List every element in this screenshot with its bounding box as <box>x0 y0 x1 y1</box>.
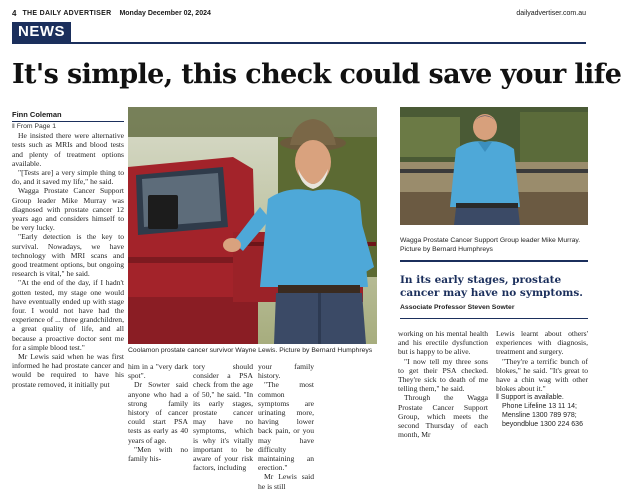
page-number: 4 <box>12 8 17 18</box>
caption-main: Coolamon prostate cancer survivor Wayne Lewis. Picture by Bernard Humphreys <box>128 347 373 354</box>
site-url[interactable]: dailyadvertiser.com.au <box>516 9 586 17</box>
pullquote-rule-bottom <box>400 318 588 319</box>
paragraph: "Early detection is the key to survival. Nowadays, we have technology with MRI scans and good treatment options, but ongoing research is vital," he said. <box>12 232 124 279</box>
issue-date: Monday December 02, 2024 <box>119 9 211 17</box>
from-page-text: From Page 1 <box>16 123 56 130</box>
paragraph: Dr Sowter said anyone who had a strong family history of cancer could start PSA tests as early as 40 years of age. <box>128 380 188 445</box>
paragraph: Mr Lewis said he is still <box>258 472 314 491</box>
paragraph: "At the end of the day, if I hadn't gotten tested, my stage one would have eventually ended up with stage four. I would not have had the experience of ... three grandchildren, a great quality of life, and all because a proactive doctor sent me for a simple blood test." <box>12 278 124 352</box>
headline: It's simple, this check could save your life <box>12 59 621 90</box>
article-column-5 <box>398 329 488 440</box>
support-line: Mensline 1300 789 978; <box>502 412 577 420</box>
paragraph: working on his mental health and his erectile dysfunction but is happy to be alive. <box>398 329 488 357</box>
paragraph: "[Tests are] a very simple thing to do, and it saved my life," he said. <box>12 168 124 187</box>
paragraph: Lewis learnt about others' experiences with diagnosis, treatment and surgery. <box>496 329 588 357</box>
article-column-2 <box>128 362 188 464</box>
paragraph: tory should consider a PSA check from the age of 50," he said. "In its early stages, prostate cancer may have no symptoms, which is why it's vitally important to be aware of your risk factors, including <box>193 362 253 473</box>
support-heading-text: Support is available. <box>500 394 564 402</box>
article-column-4 <box>258 362 314 491</box>
paragraph: your family history. <box>258 362 314 381</box>
section-tag: NEWS <box>12 22 71 42</box>
support-line: Phone Lifeline 13 11 14; <box>502 403 577 411</box>
from-page-label: ‖ From Page 1 <box>12 123 56 130</box>
photo-wayne-lewis-image <box>128 107 377 344</box>
paragraph: him in a "very dark spot". <box>128 362 188 381</box>
support-line: beyondblue 1300 224 636 <box>502 421 583 429</box>
section-rule <box>12 42 586 44</box>
paragraph: Wagga Prostate Cancer Support Group leader Mike Murray was diagnosed with prostate cancer 12 years ago and considers himself to be very lucky. <box>12 186 124 233</box>
article-column-3 <box>193 362 253 473</box>
byline: Finn Coleman <box>12 110 124 122</box>
caption-right: Wagga Prostate Cancer Support Group leader Mike Murray. Picture by Bernard Humphreys <box>400 237 581 253</box>
section-bar <box>12 22 586 44</box>
paragraph: Through the Wagga Prostate Cancer Support Group, which meets the second Thursday of each month, Mr <box>398 393 488 440</box>
photo-mike-murray <box>400 107 588 225</box>
paragraph: "Men with no family his- <box>128 444 188 464</box>
paragraph: "I now tell my three sons to get their PSA checked. They're sick to death of me telling them," he said. <box>398 356 488 394</box>
paragraph: He insisted there were alternative tests such as MRIs and blood tests and plenty of treatment options available. <box>12 131 124 168</box>
support-heading: ‖ Support is available. <box>496 394 564 402</box>
pullquote-rule-top <box>400 260 588 262</box>
paragraph: "They're a terrific bunch of blokes," he said. "It's great to have a chin wag with other blokes about it." <box>496 356 588 394</box>
photo-wayne-lewis <box>128 107 377 344</box>
pullquote-attribution: Associate Professor Steven Sowter <box>400 304 515 311</box>
photo-mike-murray-image <box>400 107 588 225</box>
article-column-6 <box>496 329 588 434</box>
pullquote: In its early stages, prostate cancer may have no symptoms. <box>400 274 583 299</box>
paragraph: "The most common symptoms are urinating more, having lower back pain, or you may have difficulty maintaining an erection." <box>258 380 314 473</box>
paper-name: THE DAILY ADVERTISER <box>22 9 112 17</box>
article-column-1 <box>12 122 124 432</box>
paragraph: Mr Lewis said when he was first informed he had prostate cancer and would be required to have his prostate removed, it initially put <box>12 352 124 389</box>
masthead <box>12 6 586 20</box>
